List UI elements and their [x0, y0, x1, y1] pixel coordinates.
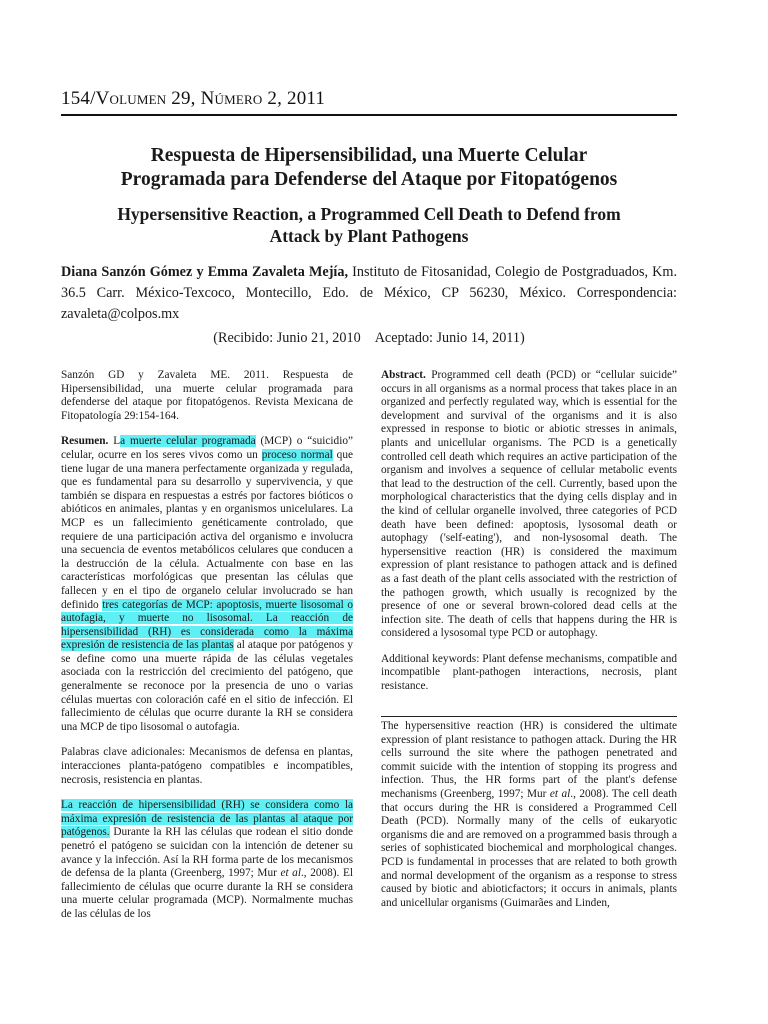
page-number: 154/ — [61, 88, 96, 109]
resumen-label: Resumen. — [61, 435, 109, 448]
section-divider-rule — [381, 716, 677, 717]
resumen-highlight-3: tres categorías de MCP: apoptosis, muerte lisosomal o autofagia, y muerte no lisosomal. La reacción de hipersensibilidad (RH) es considerada como la máxima expresión de resistencia de las plantas — [61, 598, 353, 652]
intro-spanish-text-2: ., 2008). El fallecimiento de células que ocurre durante la RH se considera una muerte celular programada (MCP). Normalmente muchas de las células de los — [61, 867, 353, 920]
received-date: (Recibido: Junio 21, 2010 — [213, 330, 361, 346]
right-column-intro — [381, 720, 677, 922]
intro-english-text-1: The hypersensitive reaction (HR) is considered the ultimate expression of plant resistance to pathogen attack. During the HR cells surround the site where the pathogen penetrated and commit suicide with the intention of stopping its progress and infection. Thus, the HR forms part of the plant's defense mechanisms (Greenberg, 1997; Mur — [381, 720, 677, 800]
abstract-text: Programmed cell death (PCD) or “cellular suicide” occurs in all organisms as a normal process that takes place in an organized and perfectly regulated way, which is essential for the development and survival of the organisms and it is also expressed in response to biotic or abiotic stresses in animals, plants and unicellular organisms. The PCD is a genetically controlled cell death which requires an active participation of the organism and involves a sequence of cellular metabolic events that lead to the destruction of the cell. Currently, based upon the morphological characteristics that the dying cells display and in the kind of cellular organelle involved, three categories of PCD death have been defined: apoptosis, lysosomal death or autophagy ('self-eating'), and non-lysosomal death. The hypersensitive reaction (HR) is considered the maximum expression of plant resistance to pathogen attack and is defined as a fast death of the plant cells associated with the restriction of the pathogen growth, which usually is recognized by the presence of one or several brown-colored dead cells at the infection site. The death of cells that happens during the HR is considered a lysosomal type PCD or autophagy. — [381, 369, 677, 640]
title-spanish-line2: Programada para Defenderse del Ataque por Fitopatógenos — [120, 169, 618, 190]
resumen-text-1: L — [108, 435, 121, 448]
right-column — [381, 369, 677, 706]
resumen-text-3: que tiene lugar de una manera perfectamente organizada y regulada, que es fundamental para su desarrollo y supervivencia, y que también se dispara en respuestas a estrés por factores bióticos o abióticos en animales, plantas y en organismos unicelulares. La MCP es un fallecimiento genéticamente controlado, que requiere de una participación activa del organismo e involucra una secuencia de eventos metabólicos celulares que conducen a la destrucción de la célula. Actualmente con base en las características morfológicas que presentan las células que fallecen y en el tipo de organelo celular involucrado se han definido — [61, 448, 353, 611]
intro-spanish-paragraph — [61, 799, 353, 921]
left-column — [61, 369, 353, 934]
intro-spanish-text-1: Durante la RH las células que rodean el sitio donde penetró el patógeno se suicidan con la intención de detener su avance y la infección. Así la RH forma parte de los mecanismos de defensa de la planta (Greenberg, 1997; Mur — [61, 826, 353, 880]
accepted-date: Aceptado: Junio 14, 2011) — [374, 330, 525, 346]
abstract-label: Abstract. — [381, 369, 426, 381]
author-affiliation: Instituto de Fitosanidad, Colegio de Postgraduados, Km. 36.5 Carr. México-Texcoco, Montecillo, Edo. de México, CP 56230, México. Correspondencia: zavaleta@colpos.mx — [61, 264, 677, 322]
issue-number-year: 2, 2011 — [262, 88, 326, 109]
palabras-clave-paragraph: Palabras clave adicionales: Mecanismos de defensa en plantas, interacciones planta-patógeno compatibles e incompatibles, necrosis, resistencia en plantas. — [61, 746, 353, 786]
resumen-text-2: (MCP) o “suicidio” celular, ocurre en los seres vivos como un — [61, 435, 353, 461]
title-english — [61, 203, 677, 247]
intro-spanish-et-al: et al — [280, 867, 301, 880]
intro-english-et-al: et al — [549, 787, 571, 800]
number-label: Número — [200, 88, 263, 109]
resumen-paragraph — [61, 435, 353, 734]
journal-header — [61, 88, 325, 110]
intro-english-paragraph — [381, 720, 677, 910]
title-spanish-line1: Respuesta de Hipersensibilidad, una Muerte Celular — [150, 145, 588, 166]
header-rule — [61, 114, 677, 116]
title-english-line2: Attack by Plant Pathogens — [269, 226, 469, 246]
author-names: Diana Sanzón Gómez y Emma Zavaleta Mejía, — [61, 264, 348, 280]
title-spanish — [61, 144, 677, 192]
volume-label: Volumen — [95, 88, 167, 109]
resumen-text-4: al ataque por patógenos y se define como una muerte rápida de las células vegetales asociada con la restricción del crecimiento del patógeno, que generalmente se reconoce por la presencia de uno o varias células muertas con coloración café en el sitio de infección. El fallecimiento de células que ocurre durante la RH se considera una MCP de tipo lisosomal o autofagia. — [61, 639, 354, 733]
resumen-highlight-2: proceso normal — [261, 448, 333, 461]
citation-paragraph: Sanzón GD y Zavaleta ME. 2011. Respuesta de Hipersensibilidad, una muerte celular programada para defenderse del ataque por fitopatógenos. Revista Mexicana de Fitopatología 29:154-164. — [61, 369, 353, 422]
author-block — [61, 262, 677, 325]
volume-number: 29, — [166, 88, 201, 109]
keywords-paragraph: Additional keywords: Plant defense mechanisms, compatible and incompatible plant-pathogen interactions, necrosis, plant resistance. — [381, 652, 677, 693]
abstract-paragraph — [381, 369, 677, 641]
intro-spanish-highlight: La reacción de hipersensibilidad (RH) se considera como la máxima expresión de resistencia de las plantas al ataque por patógenos. — [61, 799, 353, 839]
intro-english-text-2: ., 2008). The cell death that occurs during the HR is considered a Programmed Cell Death (PCD). Normally many of the cells of eukaryotic organisms die and are removed on a programmed basis through a series of sophisticated biochemical and morphological changes. PCD is fundamental in processes that are related to both growth and normal development of the organism as a response to stress caused by biotic and abioticfactors; it occurs in animals, plants and unicellular organisms (Guimarães and Linden, — [381, 787, 677, 909]
title-english-line1: Hypersensitive Reaction, a Programmed Cell Death to Defend from — [117, 204, 621, 224]
resumen-highlight-1: a muerte celular programada — [120, 435, 256, 448]
dates-line — [61, 330, 677, 347]
